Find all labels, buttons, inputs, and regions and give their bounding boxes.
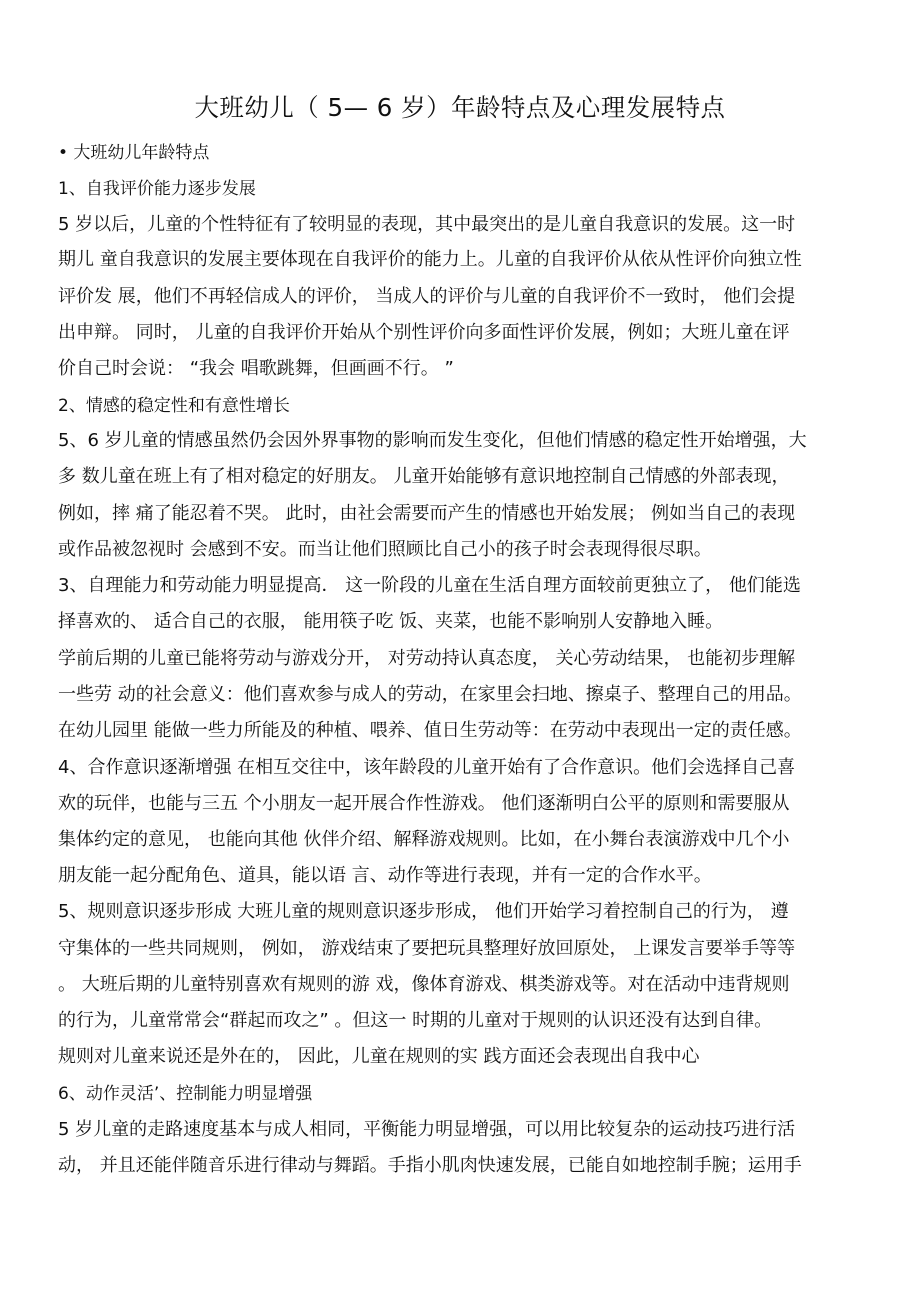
text-line: 一些劳 动的社会意义：他们喜欢参与成人的劳动，在家里会扫地、擦桌子、整理自己的用品。: [58, 684, 802, 705]
text-line: 朋友能一起分配角色、道具，能以语 言、动作等进行表现，并有一定的合作水平。: [58, 865, 712, 886]
item-heading: 1、自我评价能力逐步发展: [58, 179, 256, 199]
text-line: 5、6 岁儿童的情感虽然仍会因外界事物的影响而发生变化，但他们情感的稳定性开始增强，大: [58, 430, 807, 451]
text-line: 集体约定的意见， 也能向其他 伙伴介绍、解释游戏规则。比如，在小舞台表演游戏中几个小: [58, 829, 790, 850]
item-heading: 2、情感的稳定性和有意性增长: [58, 396, 290, 416]
text-line: 5、规则意识逐步形成 大班儿童的规则意识逐步形成， 他们开始学习着控制自己的行为， 遵: [58, 901, 789, 922]
text-line: 守集体的一些共同规则， 例如， 游戏结束了要把玩具整理好放回原处， 上课发言要举手等等: [58, 938, 796, 959]
section-heading: • 大班幼儿年龄特点: [58, 143, 210, 163]
text-line: 4、合作意识逐渐增强 在相互交往中，该年龄段的儿童开始有了合作意识。他们会选择自己喜: [58, 757, 796, 778]
text-line: 动， 并且还能伴随音乐进行律动与舞蹈。手指小肌肉快速发展，已能自如地控制手腕；运用手: [58, 1155, 802, 1176]
text-line: 例如，摔 痛了能忍着不哭。 此时，由社会需要而产生的情感也开始发展； 例如当自己的表现: [58, 503, 796, 524]
text-line: 出申辩。 同时， 儿童的自我评价开始从个别性评价向多面性评价发展，例如；大班儿童在评: [58, 322, 790, 343]
text-line: 择喜欢的、 适合自己的衣服， 能用筷子吃 饭、夹菜，也能不影响别人安静地入睡。: [58, 611, 724, 632]
text-line: 多 数儿童在班上有了相对稳定的好朋友。 儿童开始能够有意识地控制自己情感的外部表现，: [58, 466, 790, 487]
text-line: 规则对儿童来说还是外在的， 因此，儿童在规则的实 践方面还会表现出自我中心: [58, 1046, 700, 1067]
page-title: 大班幼儿（ 5— 6 岁）年龄特点及心理发展特点: [194, 93, 726, 122]
text-line: 在幼儿园里 能做一些力所能及的种植、喂养、值日生劳动等：在劳动中表现出一定的责任感。: [58, 720, 802, 741]
text-line: 的行为，儿童常常会“群起而攻之” 。但这一 时期的儿童对于规则的认识还没有达到自律。: [58, 1010, 773, 1031]
item-heading: 6、动作灵活’、控制能力明显增强: [58, 1084, 313, 1104]
text-line: 5 岁儿童的走路速度基本与成人相同，平衡能力明显增强，可以用比较复杂的运动技巧进行活: [58, 1119, 796, 1140]
text-line: 。 大班后期的儿童特别喜欢有规则的游 戏，像体育游戏、棋类游戏等。对在活动中违背规则: [58, 974, 790, 995]
text-line: 欢的玩伴，也能与三五 个小朋友一起开展合作性游戏。 他们逐渐明白公平的原则和需要服从: [58, 793, 790, 814]
text-line: 评价发 展，他们不再轻信成人的评价， 当成人的评价与儿童的自我评价不一致时， 他们会提: [58, 286, 796, 307]
text-line: 期儿 童自我意识的发展主要体现在自我评价的能力上。儿童的自我评价从依从性评价向独立性: [58, 249, 802, 270]
text-line: 学前后期的儿童已能将劳动与游戏分开， 对劳动持认真态度， 关心劳动结果， 也能初步理解: [58, 648, 796, 669]
text-line: 价自己时会说： “我会 唱歌跳舞，但画画不行。 ”: [58, 358, 454, 379]
text-line: 或作品被忽视时 会感到不安。而当让他们照顾比自己小的孩子时会表现得很尽职。: [58, 539, 712, 560]
text-line: 3、自理能力和劳动能力明显提高． 这一阶段的儿童在生活自理方面较前更独立了， 他们能选: [58, 575, 801, 596]
text-line: 5 岁以后，儿童的个性特征有了较明显的表现，其中最突出的是儿童自我意识的发展。这一时: [58, 214, 796, 235]
